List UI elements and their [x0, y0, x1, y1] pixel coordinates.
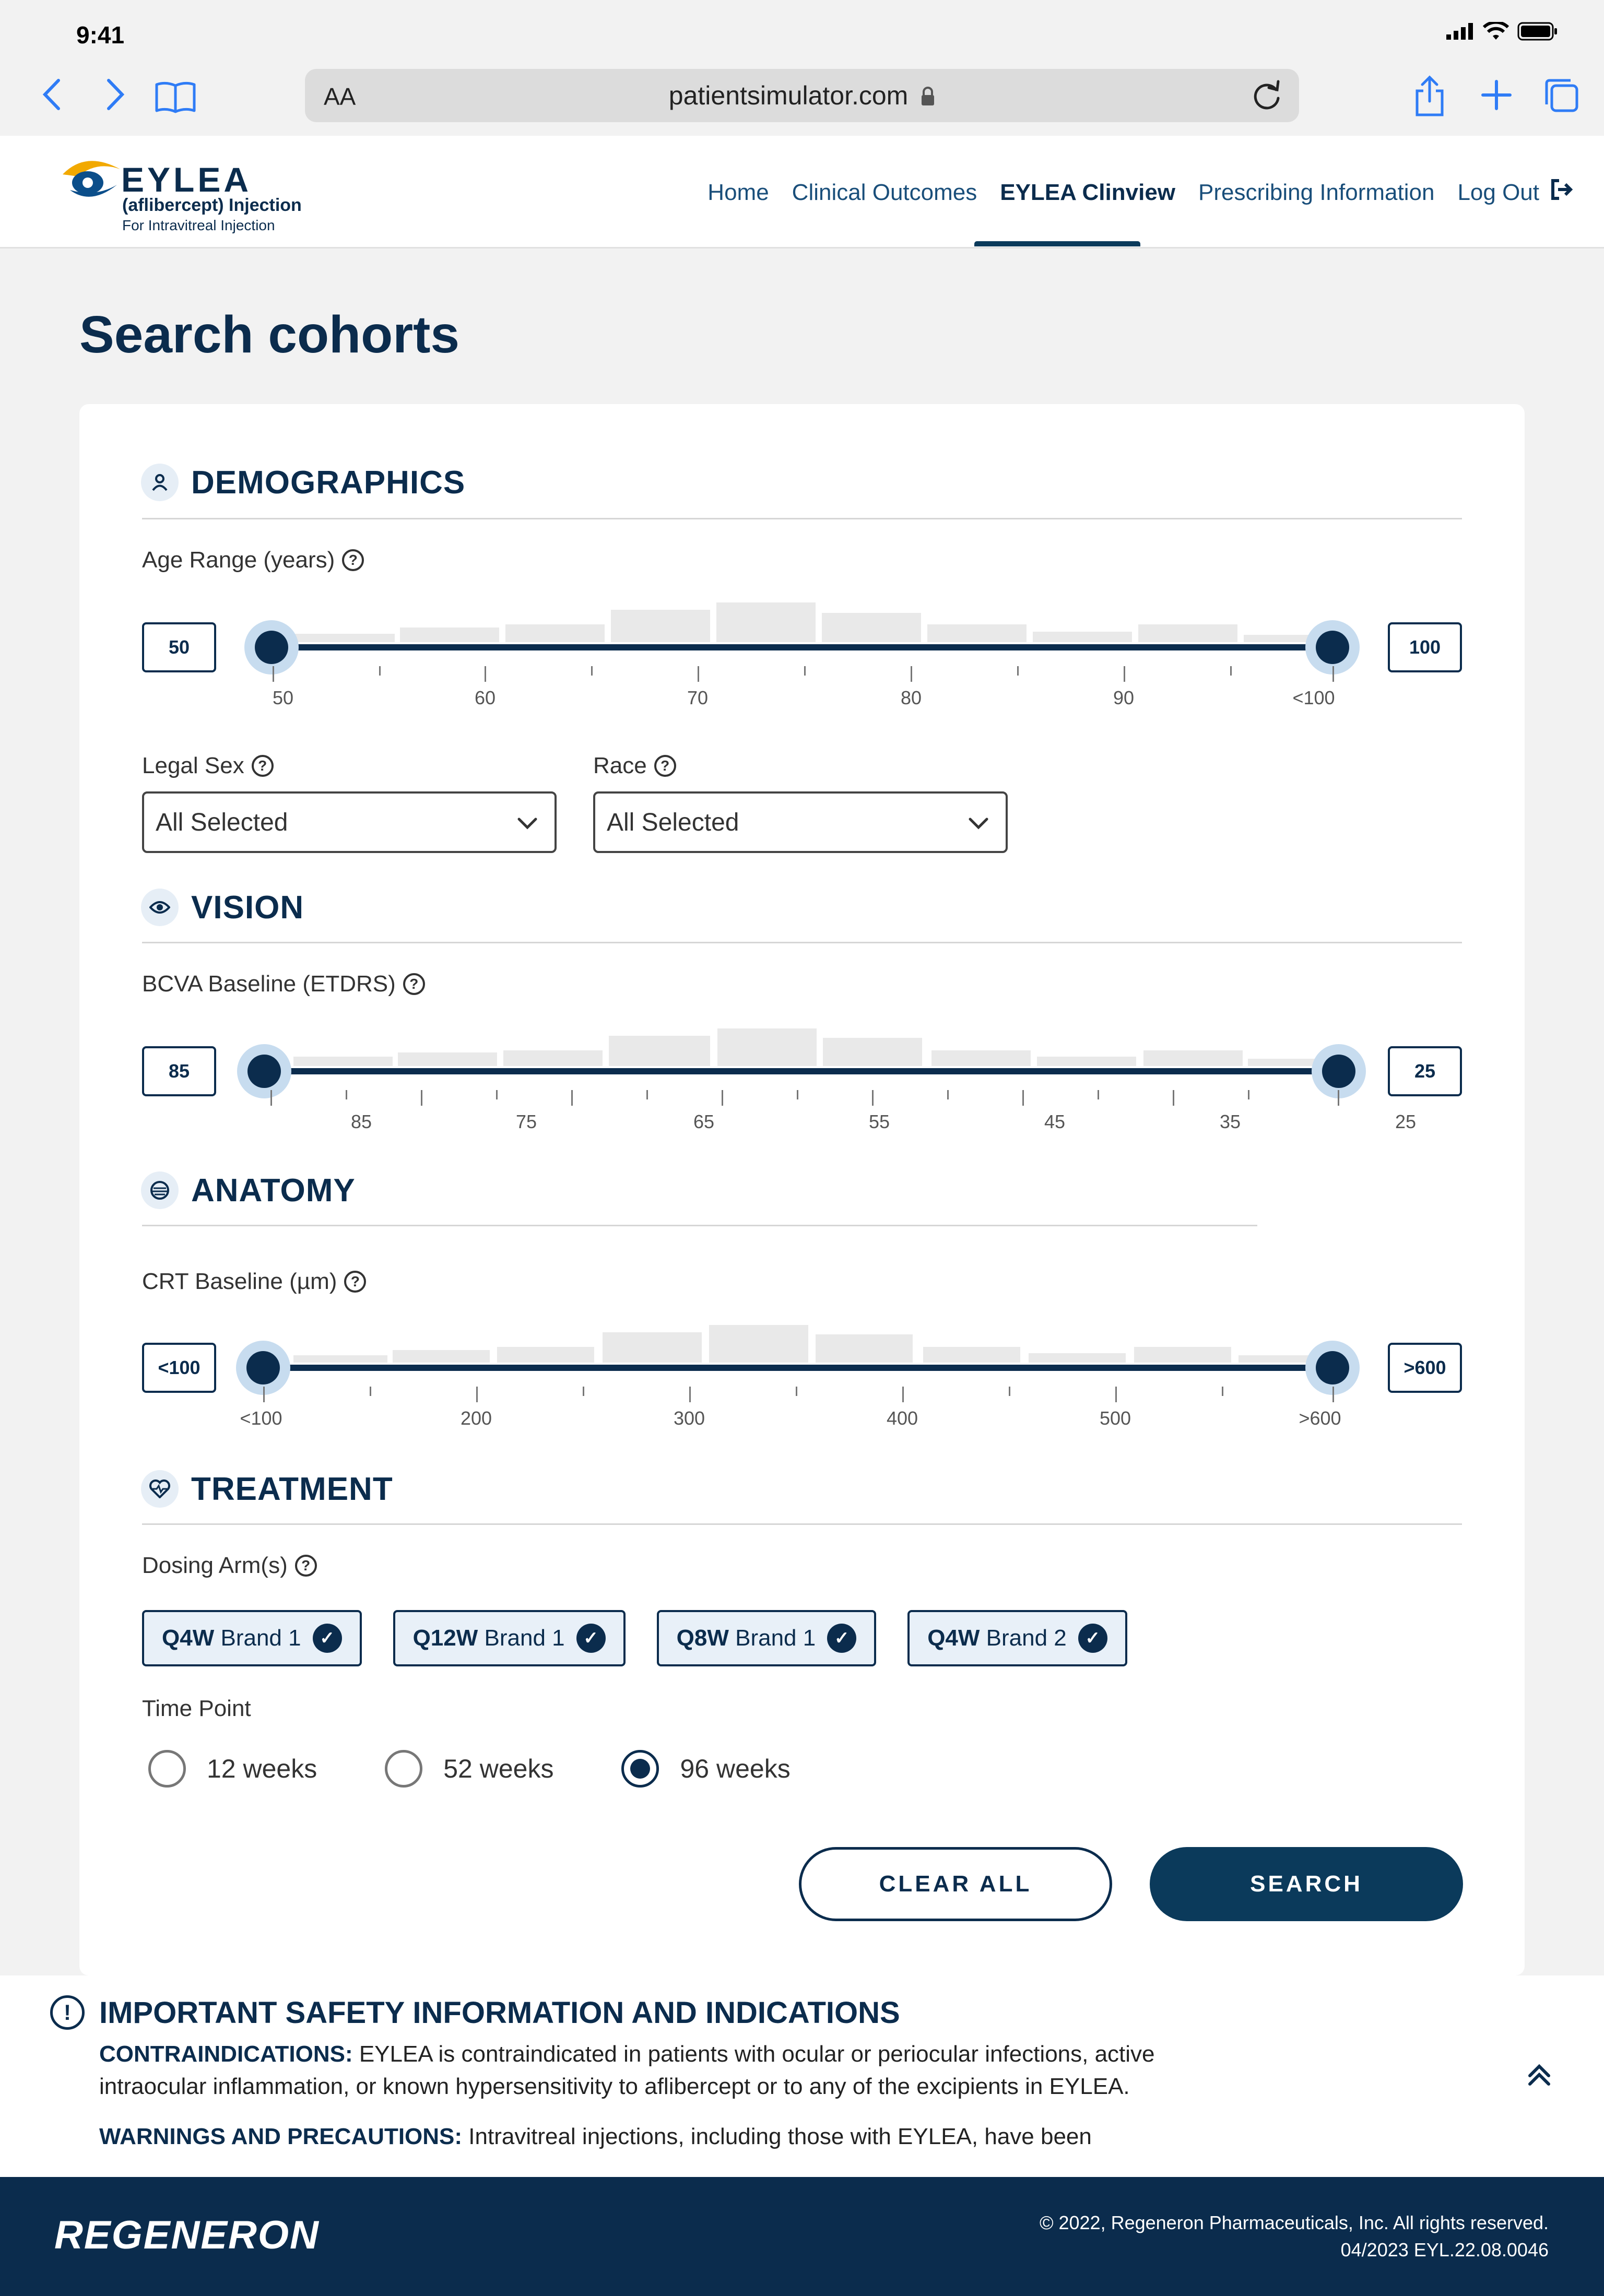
bcva-tick-label: 65: [693, 1111, 715, 1132]
tick-mark: [722, 1090, 723, 1106]
crt-min-input[interactable]: <100: [142, 1343, 216, 1393]
footer: [0, 2177, 1604, 2296]
tick-mark: [797, 1090, 798, 1099]
age-min-input[interactable]: 50: [142, 622, 216, 672]
time-point-option[interactable]: [621, 1750, 790, 1788]
tick-mark: [270, 1090, 272, 1106]
new-tab-icon[interactable]: [1480, 78, 1513, 114]
tick-mark: [421, 1090, 422, 1106]
tabs-icon[interactable]: [1542, 77, 1580, 116]
crt-histogram-bar: [293, 1355, 387, 1363]
chip-code: Q8W: [676, 1625, 729, 1651]
dosing-arm-chip[interactable]: [142, 1610, 362, 1666]
search-card: [79, 404, 1525, 1975]
legal-sex-select[interactable]: [142, 791, 557, 853]
bcva-histogram-bar: [931, 1050, 1031, 1066]
clear-all-button[interactable]: CLEAR ALL: [799, 1847, 1112, 1921]
tick-mark: [911, 666, 912, 682]
person-icon: [141, 464, 179, 501]
dosing-arms-label: [142, 1553, 317, 1579]
treatment-header: [141, 1470, 393, 1508]
retina-scan-icon: [141, 1171, 179, 1209]
checkmark-icon: ✓: [313, 1624, 342, 1653]
age-histogram-bar: [716, 602, 816, 642]
bcva-slider: [142, 1024, 1462, 1150]
radio-button-selected[interactable]: [621, 1750, 659, 1788]
signal-icon: [1446, 23, 1475, 42]
forward-icon[interactable]: [102, 76, 127, 119]
tick-mark: [583, 1387, 584, 1396]
bcva-histogram-bar: [1143, 1050, 1243, 1066]
treatment-title: TREATMENT: [191, 1471, 393, 1507]
safety-info-panel: [0, 1975, 1604, 2177]
eylea-wordmark: EYLEA: [121, 160, 252, 199]
tick-mark: [1022, 1090, 1024, 1106]
section-divider: [142, 1523, 1462, 1525]
crt-tick-label: <100: [240, 1407, 282, 1429]
log-out-icon: [1550, 177, 1574, 207]
bcva-tick-label: 35: [1219, 1111, 1241, 1132]
chip-brand: Brand 2: [986, 1625, 1067, 1651]
race-value: All Selected: [607, 808, 739, 836]
age-min-thumb[interactable]: [244, 620, 299, 674]
bcva-tick-label: 85: [350, 1111, 372, 1132]
nav-prescribing-information[interactable]: Prescribing Information: [1198, 179, 1435, 205]
back-icon[interactable]: [40, 76, 65, 119]
nav-home[interactable]: Home: [707, 179, 769, 205]
safety-info-title: IMPORTANT SAFETY INFORMATION AND INDICATIONS: [99, 1996, 900, 2030]
bcva-histogram-bar: [823, 1038, 922, 1066]
tick-mark: [370, 1387, 371, 1396]
bcva-min-input[interactable]: 85: [142, 1046, 216, 1096]
eylea-logo-icon[interactable]: [60, 153, 122, 208]
tick-mark: [796, 1387, 797, 1396]
bcva-track: [264, 1068, 1339, 1074]
alert-icon: !: [50, 1995, 85, 2030]
checkmark-icon: ✓: [576, 1624, 606, 1653]
contraindications-body-2: intraocular inflammation, or known hypersensitivity to aflibercept or to any of the excipients in EYLEA.: [99, 2074, 1130, 2099]
reload-icon[interactable]: [1251, 77, 1282, 119]
age-range-label: [142, 547, 364, 573]
dosing-arm-chip[interactable]: [393, 1610, 626, 1666]
age-histogram-bar: [1138, 624, 1237, 642]
anatomy-title: ANATOMY: [191, 1172, 356, 1209]
system-icons: [1446, 22, 1558, 43]
tick-mark: [591, 666, 593, 676]
age-histogram-bar: [611, 610, 710, 642]
crt-track: [263, 1365, 1332, 1371]
tick-mark: [1124, 666, 1125, 682]
tick-mark: [263, 1387, 265, 1402]
demographics-header: [141, 464, 465, 501]
time-point-label-text: 96 weeks: [680, 1754, 791, 1783]
age-histogram-bar: [927, 624, 1027, 642]
time-point-label-text: 52 weeks: [443, 1754, 554, 1783]
tick-mark: [646, 1090, 648, 1099]
contraindications-label: CONTRAINDICATIONS:: [99, 2041, 353, 2067]
checkmark-icon: ✓: [827, 1624, 856, 1653]
tick-mark: [1338, 1090, 1339, 1106]
age-help-icon[interactable]: ?: [342, 549, 364, 571]
dosing-arm-chip[interactable]: [657, 1610, 877, 1666]
vision-header: [141, 889, 304, 926]
bcva-min-thumb[interactable]: [237, 1044, 291, 1098]
tick-mark: [1248, 1090, 1249, 1099]
main-nav: [707, 177, 1574, 207]
tick-mark: [496, 1090, 498, 1099]
tick-mark: [698, 666, 699, 682]
bcva-label: [142, 971, 425, 997]
tick-mark: [1222, 1387, 1223, 1396]
crt-tick-label: >600: [1299, 1407, 1341, 1429]
crt-histogram-bar: [1029, 1353, 1126, 1363]
tick-mark: [1009, 1387, 1010, 1396]
crt-histogram-bar: [603, 1332, 702, 1363]
tick-mark: [273, 666, 274, 682]
tick-mark: [1230, 666, 1232, 676]
race-help-icon[interactable]: ?: [654, 755, 676, 777]
clock: 9:41: [76, 21, 125, 49]
nav-eylea-clinview[interactable]: EYLEA Clinview: [1000, 179, 1176, 205]
dosing-arm-chip[interactable]: [907, 1610, 1127, 1666]
checkmark-icon: ✓: [1078, 1624, 1107, 1653]
race-label: [593, 753, 676, 779]
url-text: [305, 80, 1299, 113]
wifi-icon: [1483, 22, 1509, 43]
demographics-title: DEMOGRAPHICS: [191, 464, 466, 501]
active-nav-indicator: [974, 241, 1140, 246]
tick-mark: [1173, 1090, 1174, 1106]
chip-code: Q4W: [927, 1625, 980, 1651]
crt-tick-label: 500: [1099, 1407, 1131, 1429]
crt-tick-label: 300: [673, 1407, 705, 1429]
contraindications-body-1: EYLEA is contraindicated in patients with ocular or periocular infections, active: [359, 2041, 1155, 2067]
bcva-tick-label: 45: [1044, 1111, 1066, 1132]
age-range-slider: [142, 600, 1462, 726]
site-header: [0, 136, 1604, 248]
dosing-arms-label-text: Dosing Arm(s): [142, 1553, 288, 1578]
crt-label: [142, 1269, 366, 1295]
search-button[interactable]: SEARCH: [1150, 1847, 1463, 1921]
time-point-label: Time Point: [142, 1696, 251, 1721]
section-divider: [142, 1225, 1257, 1226]
tick-mark: [902, 1387, 904, 1402]
tick-mark: [1098, 1090, 1099, 1099]
logo-subtitle: (aflibercept) Injection: [122, 195, 302, 215]
tick-mark: [1332, 666, 1334, 682]
legal-sex-help-icon[interactable]: ?: [252, 755, 274, 777]
log-out-label: Log Out: [1457, 179, 1539, 205]
anatomy-header: [141, 1171, 356, 1209]
tick-mark: [1115, 1387, 1117, 1402]
chip-code: Q4W: [162, 1625, 215, 1651]
nav-clinical-outcomes[interactable]: Clinical Outcomes: [792, 179, 977, 205]
age-max-input[interactable]: 100: [1388, 622, 1462, 672]
race-label-text: Race: [593, 753, 647, 778]
bcva-max-input[interactable]: 25: [1388, 1046, 1462, 1096]
crt-tick-label: 400: [886, 1407, 918, 1429]
status-bar: [0, 0, 1604, 68]
age-histogram-bar: [400, 628, 499, 642]
bcva-tick-label: 55: [868, 1111, 890, 1132]
age-histogram-bar: [1033, 632, 1132, 642]
age-tick-label: <100: [1292, 687, 1335, 708]
contraindications-text: [99, 2038, 1405, 2103]
crt-slider: [142, 1321, 1462, 1446]
regeneron-logo[interactable]: REGENERON: [54, 2213, 320, 2257]
tick-mark: [804, 666, 806, 676]
bcva-tick-label: 75: [515, 1111, 537, 1132]
section-divider: [142, 518, 1462, 519]
age-tick-label: 90: [1113, 687, 1135, 708]
time-point-radios: [148, 1750, 791, 1788]
copyright: [1040, 2209, 1549, 2264]
bcva-histogram-bar: [717, 1028, 817, 1066]
eye-icon: [141, 889, 179, 926]
tick-mark: [571, 1090, 573, 1106]
tick-mark: [485, 666, 486, 682]
bcva-label-text: BCVA Baseline (ETDRS): [142, 971, 396, 997]
document-code: 04/2023 EYL.22.08.0046: [1340, 2239, 1549, 2261]
crt-histogram-bar: [1134, 1347, 1231, 1363]
age-tick-label: 80: [900, 687, 922, 708]
section-divider: [142, 942, 1462, 943]
race-select[interactable]: [593, 791, 1008, 853]
bcva-tick-label: 25: [1395, 1111, 1417, 1132]
tick-mark: [346, 1090, 347, 1099]
warnings-body: Intravitreal injections, including those with EYLEA, have been: [468, 2124, 1092, 2149]
age-tick-label: 70: [687, 687, 709, 708]
url-label: patientsimulator.com: [668, 81, 909, 110]
tick-mark: [689, 1387, 691, 1402]
tick-mark: [947, 1090, 949, 1099]
heart-pulse-icon: [141, 1470, 179, 1508]
bcva-histogram-bar: [293, 1057, 393, 1066]
bookmarks-icon[interactable]: [155, 80, 196, 116]
chip-code: Q12W: [412, 1625, 478, 1651]
legal-sex-value: All Selected: [156, 808, 288, 836]
age-tick-label: 50: [272, 687, 294, 708]
address-bar[interactable]: [305, 69, 1299, 122]
crt-label-text: CRT Baseline (µm): [142, 1269, 337, 1294]
warnings-label: WARNINGS AND PRECAUTIONS:: [99, 2124, 463, 2149]
battery-icon: [1517, 22, 1558, 43]
nav-log-out[interactable]: [1457, 177, 1574, 207]
legal-sex-label-text: Legal Sex: [142, 753, 244, 778]
dosing-arm-chips: [142, 1610, 1127, 1666]
chip-brand: Brand 1: [735, 1625, 816, 1651]
expand-up-icon[interactable]: [1527, 2058, 1552, 2095]
bcva-help-icon[interactable]: ?: [403, 973, 425, 995]
tick-mark: [872, 1090, 874, 1106]
chip-brand: Brand 1: [484, 1625, 565, 1651]
copyright-text: © 2022, Regeneron Pharmaceuticals, Inc. All rights reserved.: [1039, 2212, 1549, 2233]
page-title: Search cohorts: [79, 305, 460, 364]
crt-histogram-bar: [816, 1334, 913, 1363]
bcva-histogram-bar: [1037, 1057, 1136, 1066]
bcva-histogram-bar: [609, 1036, 710, 1066]
tick-mark: [1017, 666, 1019, 676]
crt-tick-label: 200: [460, 1407, 492, 1429]
time-point-option[interactable]: [148, 1750, 317, 1788]
legal-sex-label: [142, 753, 274, 779]
warnings-text: [99, 2121, 1405, 2153]
chevron-down-icon: [968, 809, 989, 835]
logo-route: For Intravitreal Injection: [122, 217, 275, 233]
bcva-histogram-bar: [398, 1052, 497, 1066]
radio-button[interactable]: [385, 1750, 422, 1788]
time-point-option[interactable]: [385, 1750, 553, 1788]
vision-title: VISION: [191, 889, 304, 926]
tick-mark: [476, 1387, 478, 1402]
crt-histogram-bar: [923, 1347, 1020, 1363]
lock-icon: [921, 82, 935, 113]
bcva-histogram-bar: [503, 1050, 603, 1066]
crt-max-input[interactable]: >600: [1388, 1343, 1462, 1393]
radio-button[interactable]: [148, 1750, 186, 1788]
tick-mark: [379, 666, 381, 676]
crt-histogram-bar: [497, 1347, 594, 1363]
chevron-down-icon: [517, 809, 538, 835]
tick-mark: [1332, 1387, 1334, 1402]
age-range-label-text: Age Range (years): [142, 547, 335, 573]
age-histogram-bar: [822, 613, 921, 642]
age-histogram-bar: [505, 624, 605, 642]
crt-histogram-bar: [393, 1350, 490, 1363]
reader-aa-button[interactable]: AA: [324, 83, 356, 110]
crt-help-icon[interactable]: ?: [344, 1271, 366, 1293]
chip-brand: Brand 1: [220, 1625, 301, 1651]
crt-histogram-bar: [709, 1325, 808, 1363]
age-track: [272, 644, 1332, 650]
dosing-help-icon[interactable]: ?: [295, 1555, 317, 1577]
time-point-label-text: 12 weeks: [207, 1754, 317, 1783]
age-tick-label: 60: [474, 687, 496, 708]
age-histogram-bar: [293, 634, 395, 642]
share-icon[interactable]: [1413, 75, 1446, 120]
